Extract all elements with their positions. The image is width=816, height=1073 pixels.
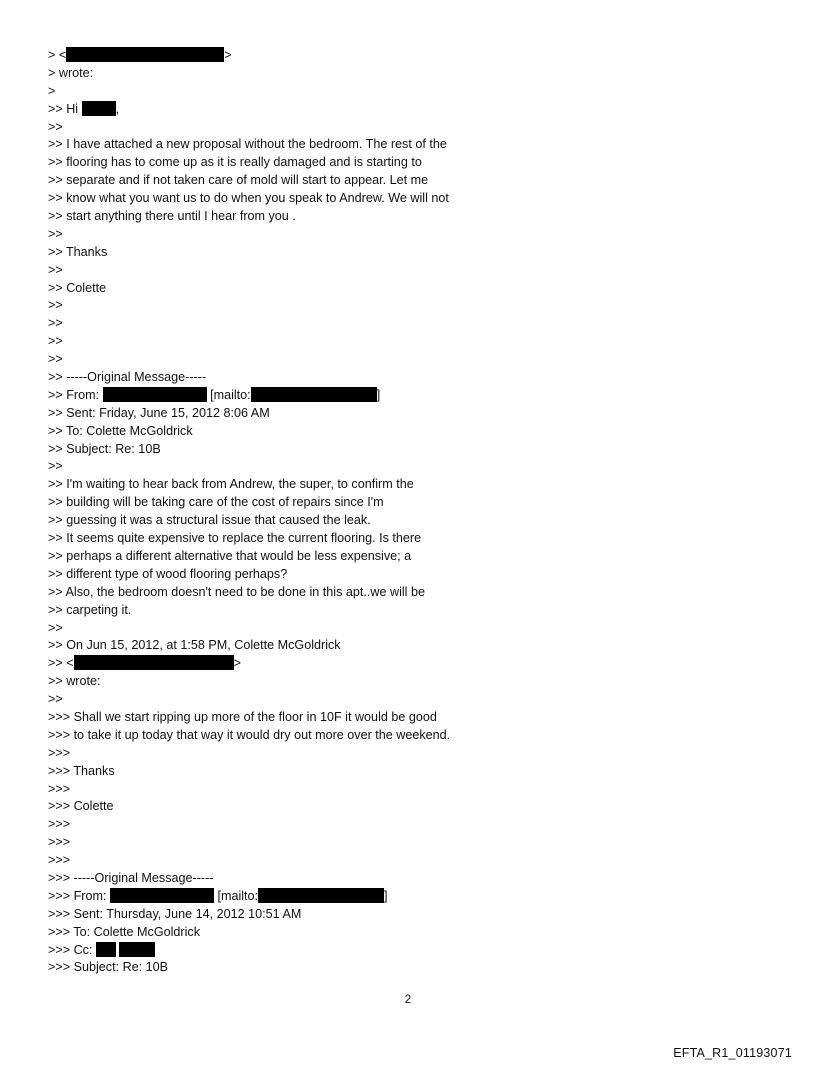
- email-line-text: >> Subject: Re: 10B: [48, 441, 161, 456]
- email-line-text: >>>: [48, 817, 71, 832]
- email-line: [48, 530, 768, 548]
- email-line: [48, 691, 768, 709]
- email-line-text: >> Also, the bedroom doesn't need to be done in this apt..we will be: [48, 584, 425, 599]
- email-line: [48, 101, 768, 119]
- email-line: [48, 673, 768, 691]
- email-line: [48, 870, 768, 888]
- email-line-text: >>> Cc:: [48, 942, 96, 957]
- email-line: [48, 745, 768, 763]
- email-line: [48, 816, 768, 834]
- email-line-text: >> On Jun 15, 2012, at 1:58 PM, Colette McGoldrick: [48, 638, 341, 653]
- email-line-text: >> know what you want us to do when you speak to Andrew. We will not: [48, 191, 449, 206]
- redaction-box: [74, 655, 234, 670]
- email-line-text: >> Sent: Friday, June 15, 2012 8:06 AM: [48, 405, 270, 420]
- email-line-text: >> To: Colette McGoldrick: [48, 423, 193, 438]
- email-line: [48, 208, 768, 226]
- email-line: [48, 888, 768, 906]
- email-line: [48, 637, 768, 655]
- email-line: [48, 405, 768, 423]
- email-line-text: >> -----Original Message-----: [48, 370, 207, 385]
- email-line-text: >>> To: Colette McGoldrick: [48, 924, 201, 939]
- email-line: [48, 620, 768, 638]
- email-line: [48, 423, 768, 441]
- email-line: [48, 924, 768, 942]
- email-line: [48, 369, 768, 387]
- email-line-text: >>: [48, 692, 63, 707]
- redaction-box: [82, 101, 116, 116]
- email-line-text: >>> -----Original Message-----: [48, 870, 214, 885]
- email-thread-body: [48, 47, 768, 977]
- email-line-text: >> <: [48, 656, 74, 671]
- email-line-text: >> flooring has to come up as it is really damaged and is starting to: [48, 155, 422, 170]
- email-line: [48, 584, 768, 602]
- email-line-text: >> From:: [48, 387, 103, 402]
- email-line-text: > <: [48, 48, 67, 62]
- email-line: [48, 136, 768, 154]
- email-line-text: >>> Thanks: [48, 763, 115, 778]
- email-line-text: >> wrote:: [48, 674, 101, 689]
- email-line-text: >>: [48, 316, 63, 331]
- redaction-box: [66, 47, 224, 62]
- email-line: [48, 548, 768, 566]
- email-line-text: >>: [48, 334, 63, 349]
- email-line: [48, 763, 768, 781]
- email-line: [48, 494, 768, 512]
- email-line: [48, 83, 768, 101]
- email-line-text: >>> Shall we start ripping up more of the floor in 10F it would be good: [48, 709, 437, 724]
- email-line: [48, 190, 768, 208]
- redaction-box: [110, 888, 214, 903]
- redaction-box: [119, 942, 155, 957]
- email-line-text: >> I'm waiting to hear back from Andrew, the super, to confirm the: [48, 477, 414, 492]
- email-line: [48, 512, 768, 530]
- email-line: [48, 172, 768, 190]
- email-line-text: [mailto:: [213, 888, 259, 903]
- email-line-text: >> Thanks: [48, 244, 108, 259]
- redaction-box: [103, 387, 207, 402]
- email-line: [48, 942, 768, 960]
- email-line: [48, 65, 768, 83]
- email-line-text: ,: [115, 101, 120, 116]
- email-line: [48, 906, 768, 924]
- email-line: [48, 280, 768, 298]
- email-line-text: >> It seems quite expensive to replace the current flooring. Is there: [48, 531, 422, 546]
- email-line-text: >>: [48, 226, 63, 241]
- email-line: [48, 458, 768, 476]
- email-line: [48, 476, 768, 494]
- email-line-text: >>: [48, 262, 63, 277]
- email-line: [48, 709, 768, 727]
- email-line-text: >> separate and if not taken care of mold will start to appear. Let me: [48, 173, 429, 188]
- email-line-text: >>: [48, 459, 63, 474]
- email-line: [48, 655, 768, 673]
- email-line: [48, 244, 768, 262]
- email-line-text: >>> Sent: Thursday, June 14, 2012 10:51 AM: [48, 906, 302, 921]
- email-line: [48, 781, 768, 799]
- email-line: [48, 602, 768, 620]
- email-line-text: >> perhaps a different alternative that would be less expensive; a: [48, 548, 412, 563]
- email-line-text: ]: [384, 888, 388, 903]
- email-line: [48, 387, 768, 405]
- email-line: [48, 226, 768, 244]
- email-line-text: >> Colette: [48, 280, 107, 295]
- email-line-text: >: [48, 83, 56, 98]
- email-line-text: >>> From:: [48, 888, 110, 903]
- email-line: [48, 959, 768, 977]
- redaction-box: [251, 387, 377, 402]
- email-line: [48, 154, 768, 172]
- redaction-box: [258, 888, 384, 903]
- redaction-box: [96, 942, 116, 957]
- email-line: [48, 441, 768, 459]
- email-line: [48, 798, 768, 816]
- email-line-text: >>: [48, 298, 63, 313]
- email-line-text: >> Hi: [48, 101, 82, 116]
- email-line: [48, 333, 768, 351]
- email-line-text: >>: [48, 620, 63, 635]
- email-line-text: >>>: [48, 835, 71, 850]
- email-line-text: >>: [48, 352, 63, 367]
- email-line-text: [mailto:: [206, 387, 251, 402]
- email-line-text: >>> Subject: Re: 10B: [48, 960, 169, 975]
- bates-number: EFTA_R1_01193071: [673, 1046, 792, 1060]
- email-line-text: >>>: [48, 853, 71, 868]
- email-line: [48, 351, 768, 369]
- email-line: [48, 566, 768, 584]
- email-line-text: >: [224, 48, 232, 62]
- email-line-text: >> I have attached a new proposal without the bedroom. The rest of the: [48, 137, 447, 152]
- email-line: [48, 834, 768, 852]
- email-line-text: >> carpeting it.: [48, 602, 132, 617]
- page-number: 2: [404, 994, 412, 1006]
- email-line-text: >>>: [48, 745, 71, 760]
- email-line: [48, 727, 768, 745]
- email-line: [48, 119, 768, 137]
- email-line-text: > wrote:: [48, 65, 94, 80]
- email-line: [48, 262, 768, 280]
- email-line-text: >>> to take it up today that way it would dry out more over the weekend.: [48, 727, 451, 742]
- email-line-text: >> building will be taking care of the cost of repairs since I'm: [48, 495, 384, 510]
- email-line: [48, 315, 768, 333]
- email-line-text: ]: [376, 387, 381, 402]
- email-line: [48, 852, 768, 870]
- email-line-text: >>>: [48, 781, 71, 796]
- email-line-text: >> start anything there until I hear from you .: [48, 209, 296, 224]
- email-line-text: >>> Colette: [48, 799, 114, 814]
- email-line: [48, 297, 768, 315]
- email-line-text: >> guessing it was a structural issue that caused the leak.: [48, 513, 371, 528]
- email-line-text: >> different type of wood flooring perhaps?: [48, 566, 288, 581]
- email-line-text: >: [233, 656, 241, 671]
- email-line-text: >>: [48, 119, 63, 134]
- email-line: [48, 47, 768, 65]
